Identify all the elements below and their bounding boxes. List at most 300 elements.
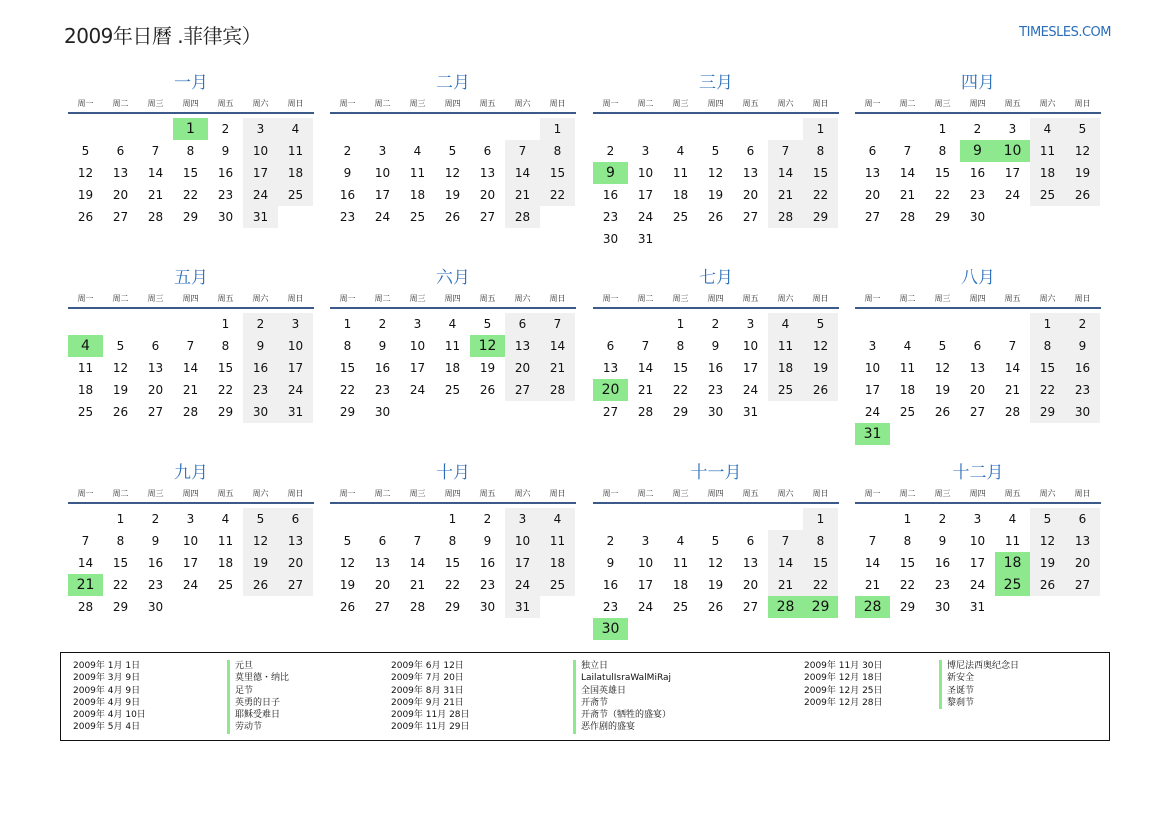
weekday-label: 周二 [112,293,129,303]
day-cell: 30 [374,405,391,419]
holiday-cell: 12 [470,335,505,357]
day-cell: 21 [409,578,426,592]
empty-cell [663,118,698,140]
legend-holiday-name: 全国英雄日 [573,685,671,697]
day-cell: 23 [934,578,951,592]
empty-cell [593,313,628,335]
day-cell: 26 [707,210,724,224]
day-cell: 18 [77,383,94,397]
day-cell: 12 [803,335,838,357]
weekday-header [855,94,1101,114]
day-cell: 10 [505,530,540,552]
day-cell: 3 [413,317,422,331]
legend-date: 2009年 4月 9日 [73,697,141,708]
day-cell: 18 [540,552,575,574]
day-cell: 12 [444,166,461,180]
day-cell: 21 [505,184,540,206]
day-cell: 25 [1030,184,1065,206]
month-block [330,462,576,618]
weekday-label: 周日 [549,293,566,303]
day-cell: 24 [278,379,313,401]
day-cell: 17 [742,361,759,375]
day-cell: 11 [672,166,689,180]
day-cell: 3 [641,144,650,158]
day-cell: 14 [768,162,803,184]
day-cell: 18 [278,162,313,184]
legend-holiday-name: 足节 [227,685,289,697]
day-cell: 20 [278,552,313,574]
day-cell: 15 [899,556,916,570]
weekday-label: 周五 [479,293,496,303]
month-block [593,72,839,250]
holiday-cell: 18 [995,552,1030,574]
day-cell: 13 [147,361,164,375]
day-cell: 11 [444,339,461,353]
day-cell: 3 [378,144,387,158]
day-cell: 10 [243,140,278,162]
day-cell: 28 [768,206,803,228]
day-cell: 18 [409,188,426,202]
empty-cell [768,118,803,140]
day-grid [68,313,314,423]
day-cell: 22 [803,184,838,206]
day-cell: 17 [409,361,426,375]
weekday-label: 周五 [479,488,496,498]
day-cell: 4 [540,508,575,530]
weekday-header [855,484,1101,504]
weekday-label: 周三 [147,293,164,303]
weekday-label: 周日 [549,488,566,498]
day-cell: 21 [899,188,916,202]
empty-cell [960,313,995,335]
day-cell: 22 [934,188,951,202]
holiday-cell: 9 [593,162,628,184]
weekday-label: 周四 [444,293,461,303]
day-cell: 2 [606,144,615,158]
day-cell: 14 [864,556,881,570]
month-name: 二月 [436,73,470,93]
day-cell: 4 [768,313,803,335]
weekday-label: 周一 [602,98,619,108]
legend-holiday-name: 英勇的日子 [227,697,289,709]
day-cell: 29 [444,600,461,614]
day-cell: 20 [147,383,164,397]
month-block [855,267,1101,445]
day-cell: 4 [1008,512,1017,526]
day-cell: 15 [444,556,461,570]
day-cell: 20 [969,383,986,397]
weekday-label: 周三 [672,488,689,498]
holiday-cell: 21 [68,574,103,596]
empty-cell [330,508,365,530]
day-cell: 3 [868,339,877,353]
day-cell: 6 [505,313,540,335]
weekday-label: 周三 [672,98,689,108]
day-cell: 26 [77,210,94,224]
day-cell: 1 [803,118,838,140]
legend-names-1 [227,660,289,734]
day-cell: 30 [479,600,496,614]
day-cell: 18 [1030,162,1065,184]
day-cell: 20 [1065,552,1100,574]
weekday-label: 周三 [409,488,426,498]
day-cell: 10 [278,335,313,357]
site-link[interactable]: TIMESLES.COM [1019,25,1111,40]
day-cell: 18 [217,556,234,570]
legend-date: 2009年 1月 1日 [73,661,141,671]
weekday-label: 周日 [812,488,829,498]
weekday-label: 周四 [182,98,199,108]
empty-cell [628,313,663,335]
day-cell: 6 [746,534,755,548]
day-cell: 18 [672,188,689,202]
day-cell: 23 [479,578,496,592]
day-cell: 9 [378,339,387,353]
holiday-cell: 29 [803,596,838,618]
day-cell: 3 [243,118,278,140]
day-cell: 15 [112,556,129,570]
day-cell: 13 [969,361,986,375]
weekday-label: 周五 [217,488,234,498]
legend-date: 2009年 12月 28日 [804,697,883,708]
day-cell: 9 [1065,335,1100,357]
weekday-label: 周二 [112,488,129,498]
day-cell: 17 [637,188,654,202]
empty-cell [68,313,103,335]
day-cell: 17 [243,162,278,184]
legend-holiday-name: LailatulIsraWalMiRaj [573,672,671,684]
weekday-label: 周五 [1004,293,1021,303]
empty-cell [855,118,890,140]
weekday-label: 周四 [969,98,986,108]
holiday-cell: 28 [768,596,803,618]
day-cell: 4 [676,144,685,158]
weekday-label: 周一 [602,293,619,303]
day-grid [593,118,839,250]
legend-names-3 [939,660,1019,709]
day-cell: 8 [676,339,685,353]
day-cell: 19 [1030,552,1065,574]
weekday-label: 周五 [217,293,234,303]
weekday-label: 周二 [899,98,916,108]
day-cell: 28 [505,206,540,228]
day-cell: 3 [186,512,195,526]
day-grid [593,313,839,423]
day-cell: 27 [742,600,759,614]
day-cell: 20 [864,188,881,202]
day-cell: 8 [186,144,195,158]
holiday-cell: 20 [593,379,628,401]
day-cell: 31 [637,232,654,246]
day-cell: 14 [409,556,426,570]
day-cell: 5 [81,144,90,158]
day-cell: 10 [864,361,881,375]
day-cell: 6 [1065,508,1100,530]
day-cell: 2 [221,122,230,136]
day-cell: 24 [374,210,391,224]
empty-cell [995,313,1030,335]
legend-dates-2 [391,660,470,734]
day-cell: 1 [116,512,125,526]
day-cell: 7 [505,140,540,162]
legend-dates-3 [804,660,883,709]
day-grid [68,508,314,618]
day-cell: 20 [112,188,129,202]
day-cell: 13 [602,361,619,375]
day-cell: 9 [343,166,352,180]
weekday-header [68,289,314,309]
day-cell: 5 [483,317,492,331]
day-cell: 27 [969,405,986,419]
day-cell: 29 [803,206,838,228]
day-cell: 17 [278,357,313,379]
day-cell: 25 [444,383,461,397]
day-cell: 22 [672,383,689,397]
day-cell: 6 [973,339,982,353]
weekday-label: 周二 [637,98,654,108]
day-cell: 12 [339,556,356,570]
day-cell: 3 [1008,122,1017,136]
day-cell: 25 [278,184,313,206]
day-cell: 1 [221,317,230,331]
day-cell: 1 [938,122,947,136]
day-cell: 4 [1030,118,1065,140]
day-cell: 11 [672,556,689,570]
legend-date: 2009年 11月 28日 [391,710,470,721]
day-cell: 27 [374,600,391,614]
day-cell: 24 [742,383,759,397]
day-cell: 11 [1004,534,1021,548]
day-cell: 16 [479,556,496,570]
weekday-label: 周六 [1039,293,1056,303]
empty-cell [505,118,540,140]
day-cell: 5 [938,339,947,353]
weekday-label: 周日 [812,98,829,108]
day-cell: 2 [343,144,352,158]
day-cell: 12 [707,166,724,180]
day-cell: 22 [339,383,356,397]
legend-holiday-name: 黎刹节 [939,697,1019,709]
empty-cell [365,508,400,530]
day-cell: 14 [505,162,540,184]
empty-cell [103,118,138,140]
day-cell: 11 [217,534,234,548]
day-cell: 23 [707,383,724,397]
weekday-label: 周日 [1074,293,1091,303]
weekday-label: 周一 [339,293,356,303]
day-cell: 26 [479,383,496,397]
day-cell: 2 [243,313,278,335]
weekday-label: 周日 [287,293,304,303]
day-cell: 29 [217,405,234,419]
day-cell: 24 [1004,188,1021,202]
day-cell: 14 [77,556,94,570]
day-cell: 5 [1030,508,1065,530]
month-block [330,267,576,423]
day-cell: 20 [374,578,391,592]
day-cell: 10 [637,166,654,180]
month-block [68,72,314,228]
empty-cell [698,118,733,140]
day-cell: 19 [243,552,278,574]
weekday-label: 周三 [409,98,426,108]
day-cell: 6 [483,144,492,158]
day-cell: 31 [969,600,986,614]
day-cell: 26 [112,405,129,419]
month-block [68,462,314,618]
day-cell: 20 [479,188,496,202]
day-cell: 29 [112,600,129,614]
day-grid [855,118,1101,228]
day-cell: 15 [803,552,838,574]
day-cell: 26 [339,600,356,614]
day-cell: 3 [278,313,313,335]
holiday-cell: 30 [593,618,628,640]
day-cell: 16 [374,361,391,375]
day-cell: 30 [934,600,951,614]
day-cell: 2 [483,512,492,526]
day-cell: 26 [1030,574,1065,596]
day-cell: 27 [112,210,129,224]
weekday-label: 周五 [217,98,234,108]
day-cell: 29 [899,600,916,614]
day-cell: 13 [864,166,881,180]
day-cell: 15 [540,162,575,184]
day-cell: 25 [672,600,689,614]
day-cell: 7 [903,144,912,158]
day-cell: 4 [413,144,422,158]
day-cell: 2 [938,512,947,526]
day-cell: 19 [803,357,838,379]
weekday-label: 周二 [112,98,129,108]
empty-cell [330,118,365,140]
day-cell: 1 [803,508,838,530]
weekday-label: 周六 [777,98,794,108]
weekday-label: 周六 [1039,98,1056,108]
day-cell: 11 [77,361,94,375]
empty-cell [593,508,628,530]
weekday-label: 周一 [77,488,94,498]
day-cell: 4 [448,317,457,331]
day-cell: 29 [182,210,199,224]
empty-cell [855,313,890,335]
day-cell: 13 [1065,530,1100,552]
day-cell: 17 [1004,166,1021,180]
day-cell: 27 [864,210,881,224]
day-cell: 13 [112,166,129,180]
day-cell: 9 [221,144,230,158]
weekday-label: 周四 [444,488,461,498]
day-cell: 20 [742,188,759,202]
day-cell: 16 [934,556,951,570]
weekday-label: 周一 [339,98,356,108]
day-cell: 16 [243,357,278,379]
day-cell: 7 [81,534,90,548]
weekday-header [593,484,839,504]
day-grid [855,508,1101,618]
day-cell: 14 [899,166,916,180]
empty-cell [698,508,733,530]
day-cell: 8 [903,534,912,548]
day-cell: 15 [803,162,838,184]
day-cell: 23 [339,210,356,224]
holiday-cell: 25 [995,574,1030,596]
day-cell: 18 [899,383,916,397]
day-cell: 23 [1065,379,1100,401]
day-cell: 15 [339,361,356,375]
day-cell: 24 [409,383,426,397]
weekday-label: 周二 [899,488,916,498]
empty-cell [435,118,470,140]
weekday-label: 周五 [742,98,759,108]
legend-date: 2009年 8月 31日 [391,685,464,696]
day-cell: 28 [540,379,575,401]
holiday-legend [60,652,1110,741]
weekday-label: 周一 [602,488,619,498]
weekday-label: 周五 [1004,98,1021,108]
holiday-cell: 31 [855,423,890,445]
weekday-label: 周日 [287,98,304,108]
weekday-label: 周五 [742,293,759,303]
legend-date: 2009年 12月 18日 [804,673,883,684]
weekday-header [330,289,576,309]
day-cell: 27 [742,210,759,224]
day-cell: 18 [672,578,689,592]
day-grid [593,508,839,640]
day-cell: 7 [1008,339,1017,353]
empty-cell [68,508,103,530]
weekday-label: 周五 [742,488,759,498]
day-cell: 21 [182,383,199,397]
day-cell: 5 [343,534,352,548]
empty-cell [173,313,208,335]
holiday-cell: 9 [960,140,995,162]
day-cell: 12 [112,361,129,375]
day-cell: 23 [602,600,619,614]
day-cell: 5 [448,144,457,158]
day-cell: 31 [278,401,313,423]
month-name: 九月 [174,463,208,483]
day-cell: 23 [602,210,619,224]
day-cell: 11 [278,140,313,162]
day-cell: 28 [1004,405,1021,419]
weekday-label: 周二 [899,293,916,303]
legend-date: 2009年 7月 20日 [391,673,464,684]
day-cell: 4 [903,339,912,353]
month-name: 五月 [174,268,208,288]
day-cell: 25 [899,405,916,419]
legend-holiday-name: 恶作剧的盛宴 [573,721,671,733]
day-cell: 17 [637,578,654,592]
day-cell: 11 [1030,140,1065,162]
day-cell: 1 [540,118,575,140]
day-cell: 26 [934,405,951,419]
empty-cell [400,508,435,530]
day-cell: 12 [707,556,724,570]
month-block [330,72,576,228]
day-cell: 22 [182,188,199,202]
weekday-label: 周四 [969,293,986,303]
day-cell: 15 [672,361,689,375]
weekday-label: 周六 [252,293,269,303]
day-cell: 7 [768,140,803,162]
day-cell: 9 [483,534,492,548]
weekday-label: 周四 [707,293,724,303]
day-cell: 5 [1065,118,1100,140]
weekday-label: 周二 [637,488,654,498]
day-cell: 14 [182,361,199,375]
empty-cell [925,313,960,335]
